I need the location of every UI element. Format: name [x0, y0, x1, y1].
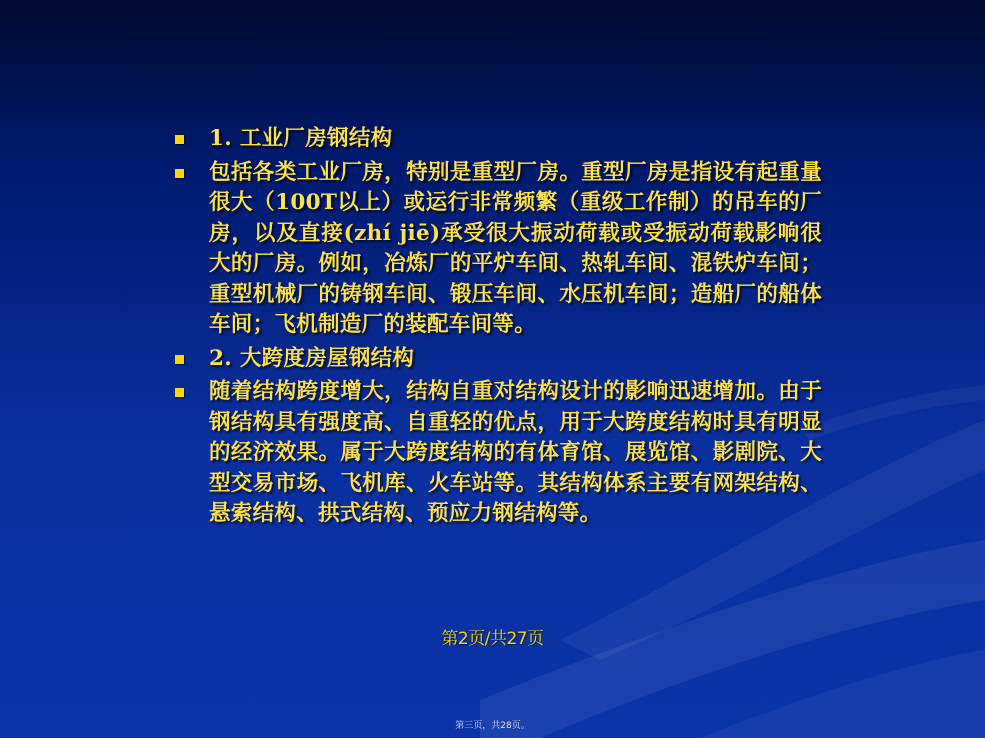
bullet-item — [172, 124, 822, 155]
bullet-item — [172, 377, 822, 530]
page-indicator: 第2页/共27页 — [441, 629, 544, 649]
square-bullet-icon — [175, 355, 184, 364]
bullet-item — [172, 344, 822, 375]
bullet-item — [172, 158, 822, 341]
bullet-text: 随着结构跨度增大，结构自重对结构设计的影响迅速增加。由于钢结构具有强度高、自重轻的优点，用于大跨度结构时具有明显的经济效果。属于大跨度结构的有体育馆、展览馆、影剧院、大型交易市场、飞机库、火车站等。其结构体系主要有网架结构、悬索结构、拱式结构、预应力钢结构等。 — [209, 379, 822, 526]
bullet-list — [172, 124, 822, 533]
square-bullet-icon — [175, 388, 184, 397]
footer-note: 第三页，共28页。 — [455, 721, 530, 731]
square-bullet-icon — [175, 169, 184, 178]
bullet-text: 2. 大跨度房屋钢结构 — [209, 345, 415, 371]
square-bullet-icon — [175, 135, 184, 144]
bullet-text: 1. 工业厂房钢结构 — [209, 126, 393, 151]
bullet-text: 包括各类工业厂房，特别是重型厂房。重型厂房是指设有起重量很大（100T以上）或运行非常频繁（重级工作制）的吊车的厂房，以及直接(zhí jiē)承受很大振动荷载或受振动荷载影响很大的厂房。例如，冶炼厂的平炉车间、热轧车间、混铁炉车间；重型机械厂的铸钢车间、锻压车间、水压机车间；造船厂的船体车间；飞机制造厂的装配车间等。 — [209, 159, 822, 337]
